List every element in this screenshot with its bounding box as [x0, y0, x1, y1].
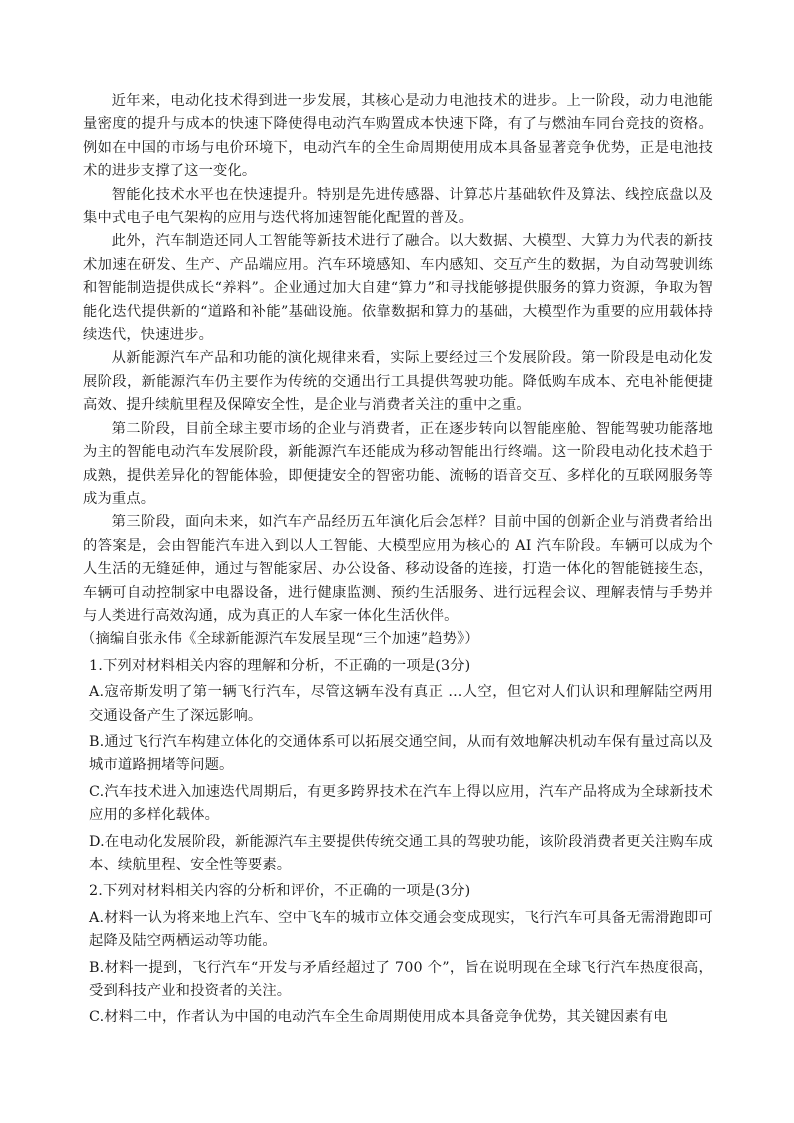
paragraph-stage-three: 第三阶段，面向未来，如汽车产品经历五年演化后会怎样？目前中国的创新企业与消费者给出的答案是，会由智能汽车进入到以人工智能、大模型应用为核心的 AI 汽车阶段。车辆可以成为个人生活的无缝延伸，通过与智能家居、办公设备、移动设备的连接，打造一体化的智能链接生态，车辆可自动控制家中电器设备，进行健康监测、预约生活服务、进行远程会议、理解表情与手势并与人类进行高效沟通，成为真正的人车家一体化生活伙伴。 [83, 514, 713, 624]
option-b: B.材料一提到，飞行汽车“开发与矛盾经超过了 700 个”，旨在说明现在全球飞行汽车热度很高，受到科技产业和投资者的关注。 [89, 959, 713, 1000]
paragraph-electrification: 近年来，电动化技术得到进一步发展，其核心是动力电池技术的进步。上一阶段，动力电池能量密度的提升与成本的快速下降使得电动汽车购置成本快速下降，有了与燃油车同台竞技的资格。例如在中国的市场与电价环境下，电动汽车的全生命周期使用成本具备显著竞争优势，正是电池技术的进步支撑了这一变化。 [83, 93, 713, 180]
paragraph-stage-two: 第二阶段，目前全球主要市场的企业与消费者，正在逐步转向以智能座舱、智能驾驶功能落地为主的智能电动汽车发展阶段，新能源汽车还能成为移动智能出行终端。这一阶段电动化技术趋于成熟，提供差异化的智能体验，即便捷安全的智密功能、流畅的语音交互、多样化的互联网服务等成为重点。 [83, 420, 713, 507]
paragraph-stage-one: 从新能源汽车产品和功能的演化规律来看，实际上要经过三个发展阶段。第一阶段是电动化发展阶段，新能源汽车仍主要作为传统的交通出行工具提供驾驶功能。降低购车成本、充电补能便捷高效、提升续航里程及保障安全性，是企业与消费者关注的重中之重。 [83, 350, 713, 414]
option-c: C.材料二中，作者认为中国的电动汽车全生命周期使用成本具备竞争优势，其关键因素有电 [89, 1009, 668, 1026]
source-citation: （摘编自张永伟《全球新能源汽车发展呈现“三个加速”趋势》） [81, 631, 479, 648]
option-a: A.材料一认为将来地上汽车、空中飞车的城市立体交通会变成现实，飞行汽车可具备无需滑跑即可起降及陆空两栖运动等功能。 [89, 909, 713, 950]
question-2 [83, 880, 713, 1029]
option-a: A.寇帝斯发明了第一辆飞行汽车，尽管这辆车没有真正 ...人空，但它对人们认识和理解陆空两用交通设备产生了深远影响。 [89, 684, 713, 724]
paragraph-ai-fusion: 此外，汽车制造还同人工智能等新技术进行了融合。以大数据、大模型、大算力为代表的新技术加速在研发、生产、产品端应用。汽车环境感知、车内感知、交互产生的数据，为自动驾驶训练和智能制造提供成长“养料”。企业通过加大自建“算力”和寻找能够提供服务的算力资源，争取为智能化迭代提供新的“道路和补能”基础设施。依靠数据和算力的基础，大模型作为重要的应用载体持续迭代，快速进步。 [83, 233, 713, 344]
question-stem: 1.下列对材料相关内容的理解和分析，不正确的一项是(3分) [89, 657, 471, 674]
question-1 [83, 655, 713, 878]
option-c: C.汽车技术进入加速迭代周期后，有更多跨界技术在汽车上得以应用，汽车产品将成为全球新技术应用的多样化载体。 [89, 783, 713, 824]
question-stem: 2.下列对材料相关内容的分析和评价，不正确的一项是(3分) [89, 883, 471, 900]
paragraph-intelligence: 智能化技术水平也在快速提升。特别是先进传感器、计算芯片基础软件及算法、线控底盘以及集中式电子电气架构的应用与迭代将加速智能化配置的普及。 [83, 186, 713, 227]
document-page [83, 90, 713, 1030]
option-d: D.在电动化发展阶段，新能源汽车主要提供传统交通工具的驾驶功能，该阶段消费者更关注购车成本、续航里程、安全性等要素。 [89, 833, 713, 873]
option-b: B.通过飞行汽车构建立体化的交通体系可以拓展交通空间，从而有效地解决机动车保有量过高以及城市道路拥堵等问题。 [89, 733, 713, 774]
